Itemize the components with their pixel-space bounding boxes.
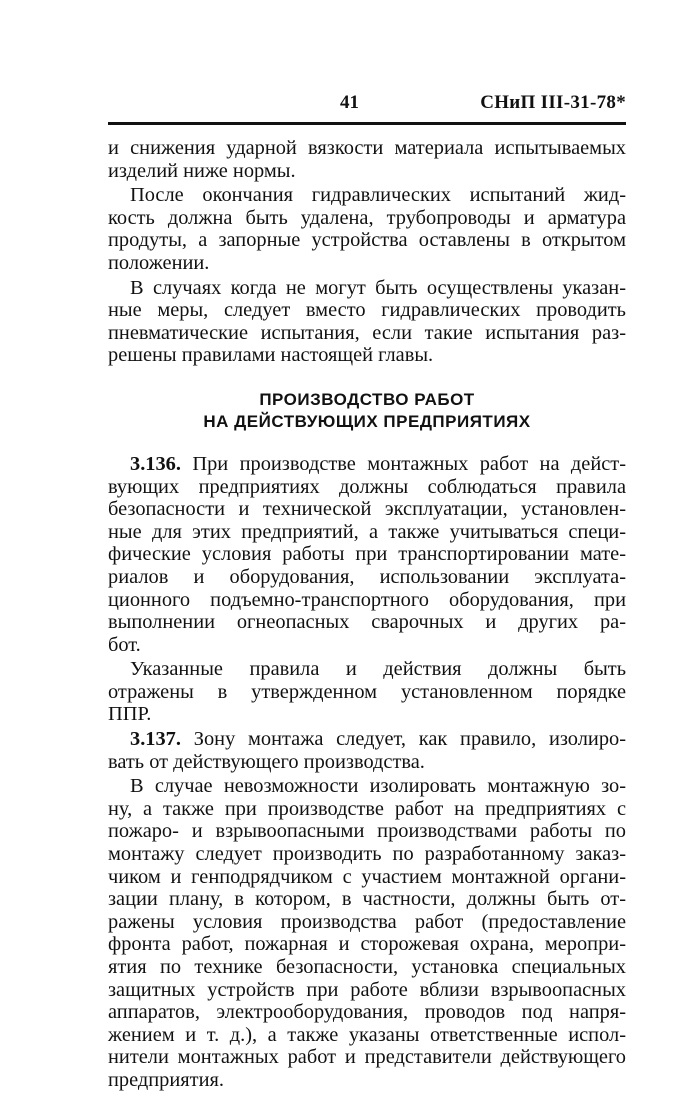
text-line: фронта работ, пожарная и сторожевая охрана, меропри- bbox=[108, 933, 626, 956]
text-line: кость должна быть удалена, трубопроводы и арматура bbox=[108, 206, 626, 229]
text-line: нители монтажных работ и представители действующего bbox=[108, 1046, 626, 1069]
paragraph-pneumatic bbox=[108, 277, 626, 367]
clause-text: Зону монтажа следует, как правило, изолиро- bbox=[180, 728, 626, 751]
text-line: В случаях когда не могут быть осуществлены указан- bbox=[130, 276, 626, 299]
text-line: ятия по технике безопасности, установка специальных bbox=[108, 956, 626, 978]
text-line: аппаратов, электрооборудования, проводов под напря- bbox=[108, 1001, 626, 1024]
text-line: продуты, а запорные устройства оставлены в открытом bbox=[108, 229, 626, 252]
text-line: вать от действующего производства. bbox=[108, 750, 425, 773]
text-line: пожаро- и взрывоопасными производствами работы по bbox=[108, 820, 626, 843]
text-line: ные для этих предприятий, а также учитываться специ- bbox=[108, 520, 626, 543]
text-line: ну, а также при производстве работ на предприятиях с bbox=[108, 797, 626, 820]
text-line: предприятия. bbox=[108, 1068, 224, 1091]
paragraph-after-test bbox=[108, 184, 626, 274]
text-line: чиком и генподрядчиком с участием монтажной органи- bbox=[108, 865, 626, 888]
text-line: и снижения ударной вязкости материала испытываемых bbox=[108, 137, 626, 159]
text-line: ные меры, следует вместо гидравлических проводить bbox=[108, 299, 626, 322]
text-line: пневматические испытания, если такие испытания раз- bbox=[108, 321, 626, 344]
page-number: 41 bbox=[340, 92, 359, 113]
text-line: В случае невозможности изолировать монтажную зо- bbox=[130, 775, 626, 798]
text-line: фические условия работы при транспортировании мате- bbox=[108, 543, 626, 566]
document-body bbox=[108, 137, 626, 1092]
paragraph-rules bbox=[108, 658, 626, 726]
clause-text: При производстве монтажных работ на дейст- bbox=[180, 452, 626, 475]
text-line: Указанные правила и действия должны быть bbox=[130, 658, 626, 681]
text-line: вующих предприятиях должны соблюдаться правила bbox=[108, 475, 626, 498]
text-line: зации плану, в котором, в частности, должны быть от- bbox=[108, 888, 626, 911]
paragraph-isolation bbox=[108, 775, 626, 1091]
clause-number: 3.137. bbox=[130, 728, 181, 751]
text-line: безопасности и технической эксплуатации, установлен- bbox=[108, 498, 626, 521]
text-line: бот. bbox=[108, 633, 141, 656]
text-line: изделий ниже нормы. bbox=[108, 159, 296, 182]
section-heading-line: НА ДЕЙСТВУЮЩИХ ПРЕДПРИЯТИЯХ bbox=[203, 411, 531, 431]
text-line: отражены в утвержденном установленном порядке bbox=[108, 680, 626, 703]
text-line: ражены условия производства работ (предоставление bbox=[108, 910, 626, 933]
page-header bbox=[108, 92, 628, 116]
text-line: жением и т. д.), а также указаны ответственные испол- bbox=[108, 1023, 626, 1046]
paragraph-continuation bbox=[108, 137, 626, 182]
section-heading bbox=[108, 389, 626, 433]
text-line: ционного подъемно-транспортного оборудования, при bbox=[108, 588, 626, 611]
header-rule bbox=[108, 122, 626, 125]
text-line bbox=[108, 728, 626, 751]
clause-3-136 bbox=[108, 453, 626, 656]
clause-number: 3.136. bbox=[130, 452, 181, 475]
text-line: положении. bbox=[108, 251, 210, 274]
text-line: решены правилами настоящей главы. bbox=[108, 344, 434, 367]
text-line: После окончания гидравлических испытаний жид- bbox=[130, 184, 626, 207]
section-heading-line: ПРОИЗВОДСТВО РАБОТ bbox=[259, 389, 475, 409]
text-line: монтажу следует производить по разработанному заказ- bbox=[108, 843, 626, 866]
text-line: ППР. bbox=[108, 703, 152, 726]
clause-3-137 bbox=[108, 728, 626, 773]
text-line: риалов и оборудования, использовании эксплуата- bbox=[108, 565, 626, 588]
text-line bbox=[108, 453, 626, 476]
text-line: выполнении огнеопасных сварочных и других ра- bbox=[108, 611, 626, 634]
document-code: СНиП III-31-78* bbox=[480, 92, 626, 113]
text-line: защитных устройств при работе вблизи взрывоопасных bbox=[108, 978, 626, 1001]
